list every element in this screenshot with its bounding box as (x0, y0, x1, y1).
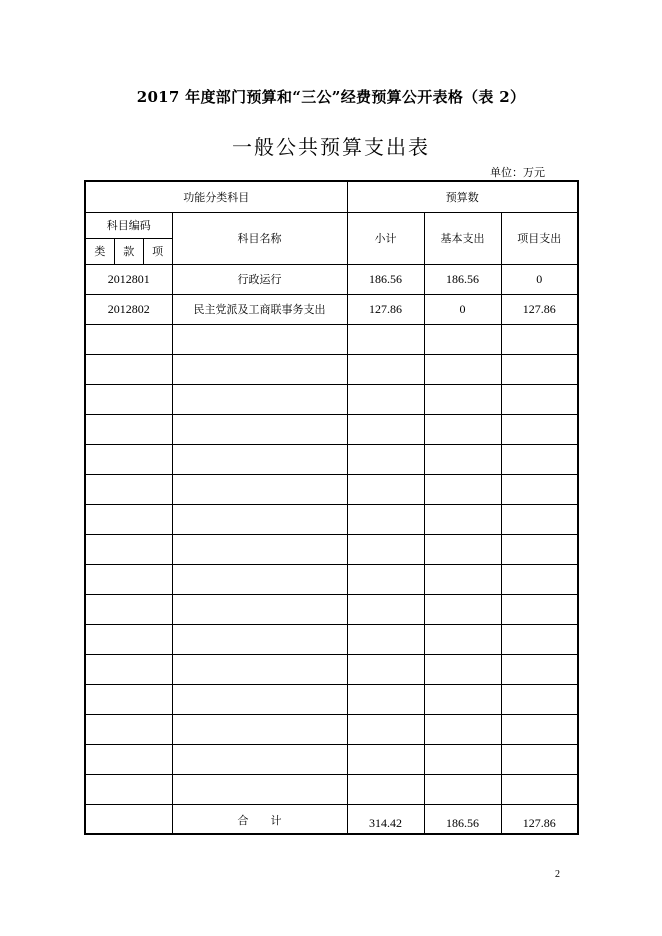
total-label: 合 计 (172, 804, 347, 834)
unit-label: 单位：万元 (490, 166, 545, 179)
function-category-header: 功能分类科目 (85, 181, 347, 212)
budget-total-header: 预算数 (347, 181, 578, 212)
header-row-2 (85, 212, 578, 264)
row-project: 127.86 (501, 294, 578, 324)
empty-row (85, 384, 578, 414)
code-level-section: 款 (114, 239, 143, 264)
row-code: 2012802 (85, 294, 172, 324)
total-basic: 186.56 (424, 804, 501, 834)
table-title: 一般公共预算支出表 (232, 135, 430, 159)
row-basic: 0 (424, 294, 501, 324)
basic-expense-header: 基本支出 (424, 212, 501, 264)
total-row (85, 804, 578, 834)
budget-table (84, 180, 579, 835)
empty-row (85, 564, 578, 594)
document-title: 2017 年度部门预算和“三公”经费预算公开表格（表 2） (136, 88, 526, 106)
code-level-item: 项 (143, 239, 172, 264)
row-code: 2012801 (85, 264, 172, 294)
empty-row (85, 444, 578, 474)
empty-row (85, 774, 578, 804)
empty-row (85, 354, 578, 384)
subject-code-header (85, 212, 172, 264)
row-name: 民主党派及工商联事务支出 (172, 294, 347, 324)
total-subtotal: 314.42 (347, 804, 424, 834)
subtotal-header: 小计 (347, 212, 424, 264)
empty-row (85, 714, 578, 744)
empty-row (85, 504, 578, 534)
empty-row (85, 684, 578, 714)
empty-row (85, 744, 578, 774)
project-expense-header: 项目支出 (501, 212, 578, 264)
table-row (85, 264, 578, 294)
row-project: 0 (501, 264, 578, 294)
subject-code-label: 科目编码 (86, 213, 172, 239)
empty-row (85, 474, 578, 504)
empty-row (85, 624, 578, 654)
row-name: 行政运行 (172, 264, 347, 294)
total-project: 127.86 (501, 804, 578, 834)
row-basic: 186.56 (424, 264, 501, 294)
table-row (85, 294, 578, 324)
row-subtotal: 127.86 (347, 294, 424, 324)
empty-row (85, 324, 578, 354)
empty-row (85, 414, 578, 444)
page-number: 2 (555, 869, 560, 880)
code-level-class: 类 (94, 245, 106, 258)
header-row-1 (85, 181, 578, 212)
row-subtotal: 186.56 (347, 264, 424, 294)
empty-row (85, 534, 578, 564)
empty-row (85, 654, 578, 684)
subject-name-header: 科目名称 (172, 212, 347, 264)
code-levels (86, 239, 172, 264)
empty-row (85, 594, 578, 624)
